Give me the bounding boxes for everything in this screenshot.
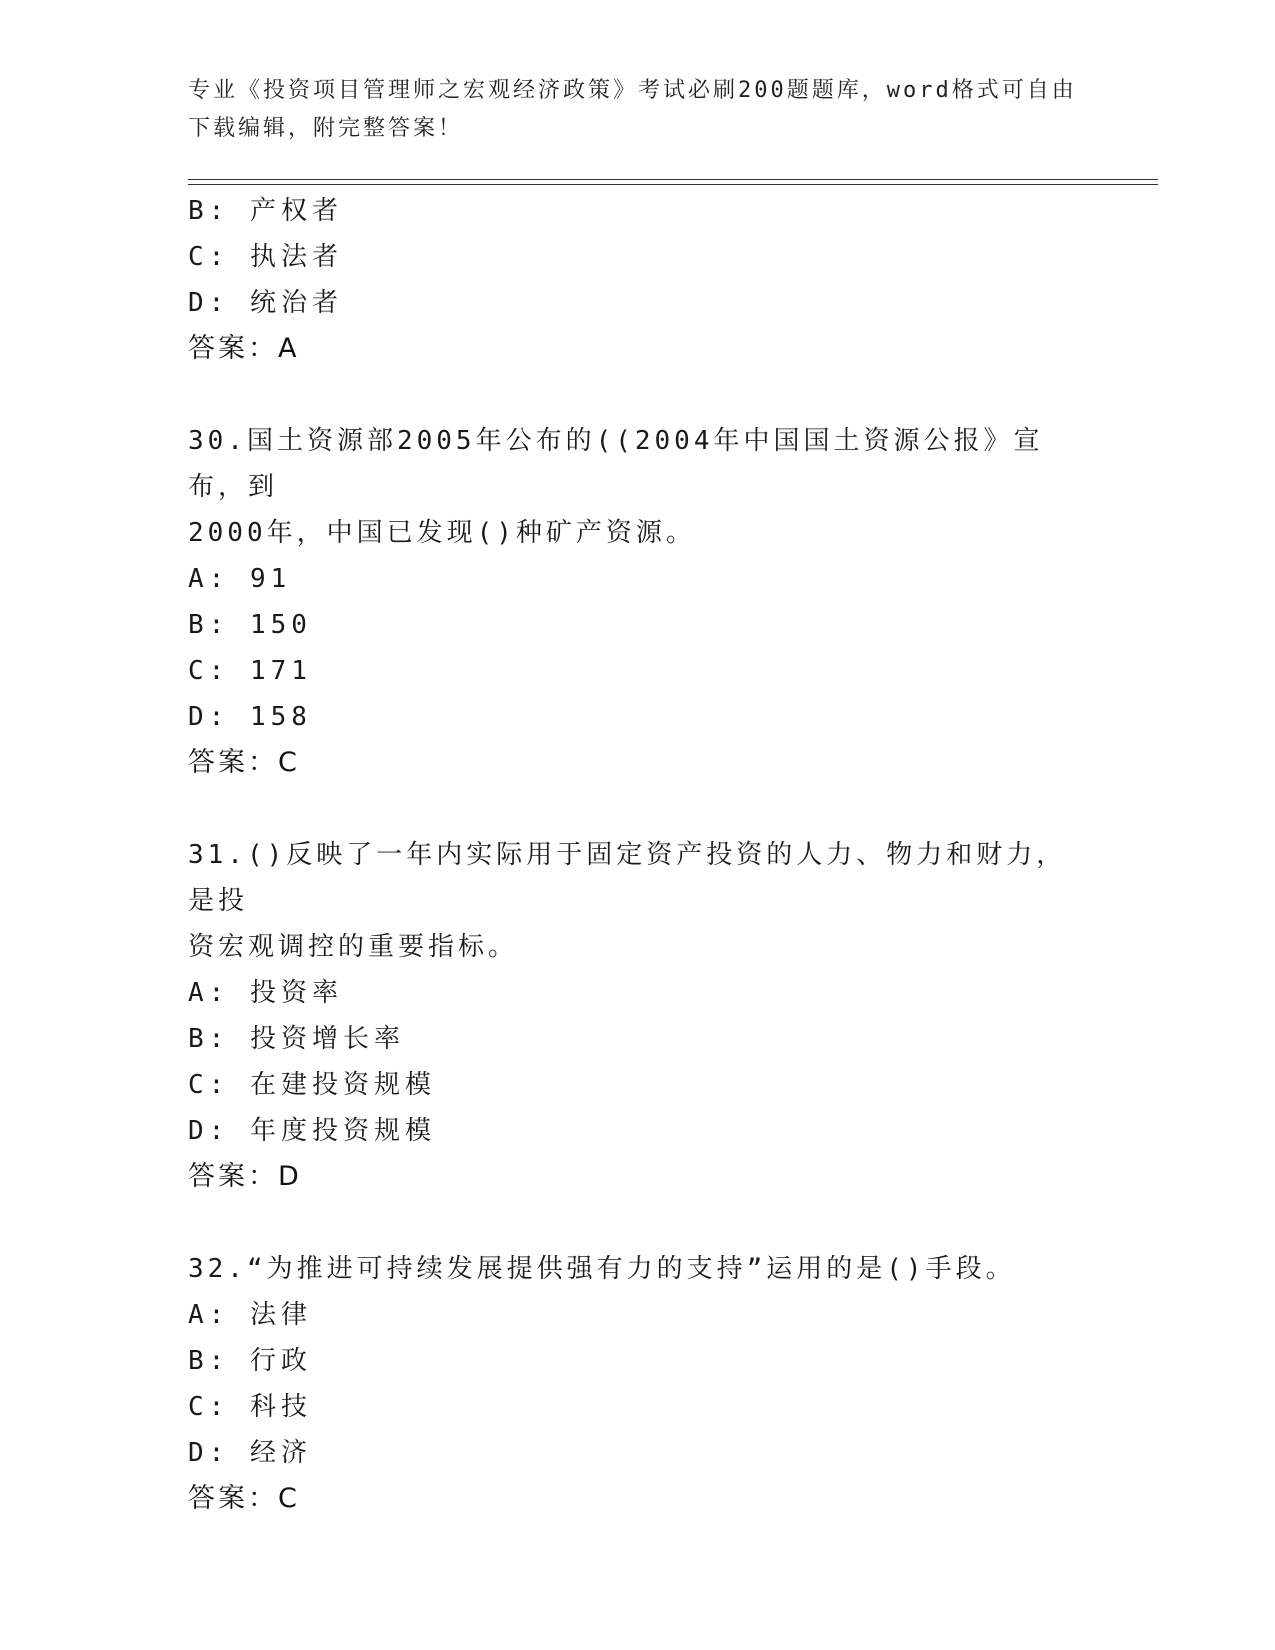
option-d: D: 经济 xyxy=(188,1438,312,1468)
answer-line: 答案：D xyxy=(188,1161,302,1192)
spacer xyxy=(188,1200,1088,1246)
option-b: B: 150 xyxy=(188,610,312,640)
answer-line: 答案：C xyxy=(188,747,300,778)
question-text-line: 32.“为推进可持续发展提供强有力的支持”运用的是()手段。 xyxy=(188,1254,1016,1284)
header-divider-top xyxy=(188,179,1158,180)
option-b: B: 行政 xyxy=(188,1346,312,1376)
question-31-block xyxy=(188,832,1088,1200)
question-30-block xyxy=(188,418,1088,786)
spacer xyxy=(188,372,1088,418)
prev-question-block xyxy=(188,188,1088,372)
option-c: C: 科技 xyxy=(188,1392,312,1422)
document-header xyxy=(188,72,1088,148)
option-c: C: 在建投资规模 xyxy=(188,1070,436,1100)
option-a: A: 91 xyxy=(188,564,292,594)
spacer xyxy=(188,786,1088,832)
question-text-line: 30.国土资源部2005年公布的((2004年中国国土资源公报》宣布，到 xyxy=(188,426,1044,502)
question-text-line: 31.()反映了一年内实际用于固定资产投资的人力、物力和财力，是投 xyxy=(188,840,1067,916)
option-a: A: 法律 xyxy=(188,1300,312,1330)
option-c: C: 执法者 xyxy=(188,242,343,272)
header-line-1: 专业《投资项目管理师之宏观经济政策》考试必刷200题题库，word格式可自由 xyxy=(188,78,1077,103)
option-b: B: 投资增长率 xyxy=(188,1024,405,1054)
option-a: A: 投资率 xyxy=(188,978,343,1008)
header-divider-bottom xyxy=(188,184,1158,185)
option-c: C: 171 xyxy=(188,656,312,686)
header-line-2: 下载编辑，附完整答案！ xyxy=(188,116,464,141)
option-d: D: 统治者 xyxy=(188,288,343,318)
answer-line: 答案：A xyxy=(188,333,300,364)
option-d: D: 158 xyxy=(188,702,312,732)
question-list xyxy=(188,188,1088,1522)
answer-line: 答案：C xyxy=(188,1483,300,1514)
option-b: B: 产权者 xyxy=(188,196,343,226)
option-d: D: 年度投资规模 xyxy=(188,1116,436,1146)
question-text-line: 资宏观调控的重要指标。 xyxy=(188,932,519,962)
question-32-block xyxy=(188,1246,1088,1522)
question-text-line: 2000年，中国已发现()种矿产资源。 xyxy=(188,518,696,548)
